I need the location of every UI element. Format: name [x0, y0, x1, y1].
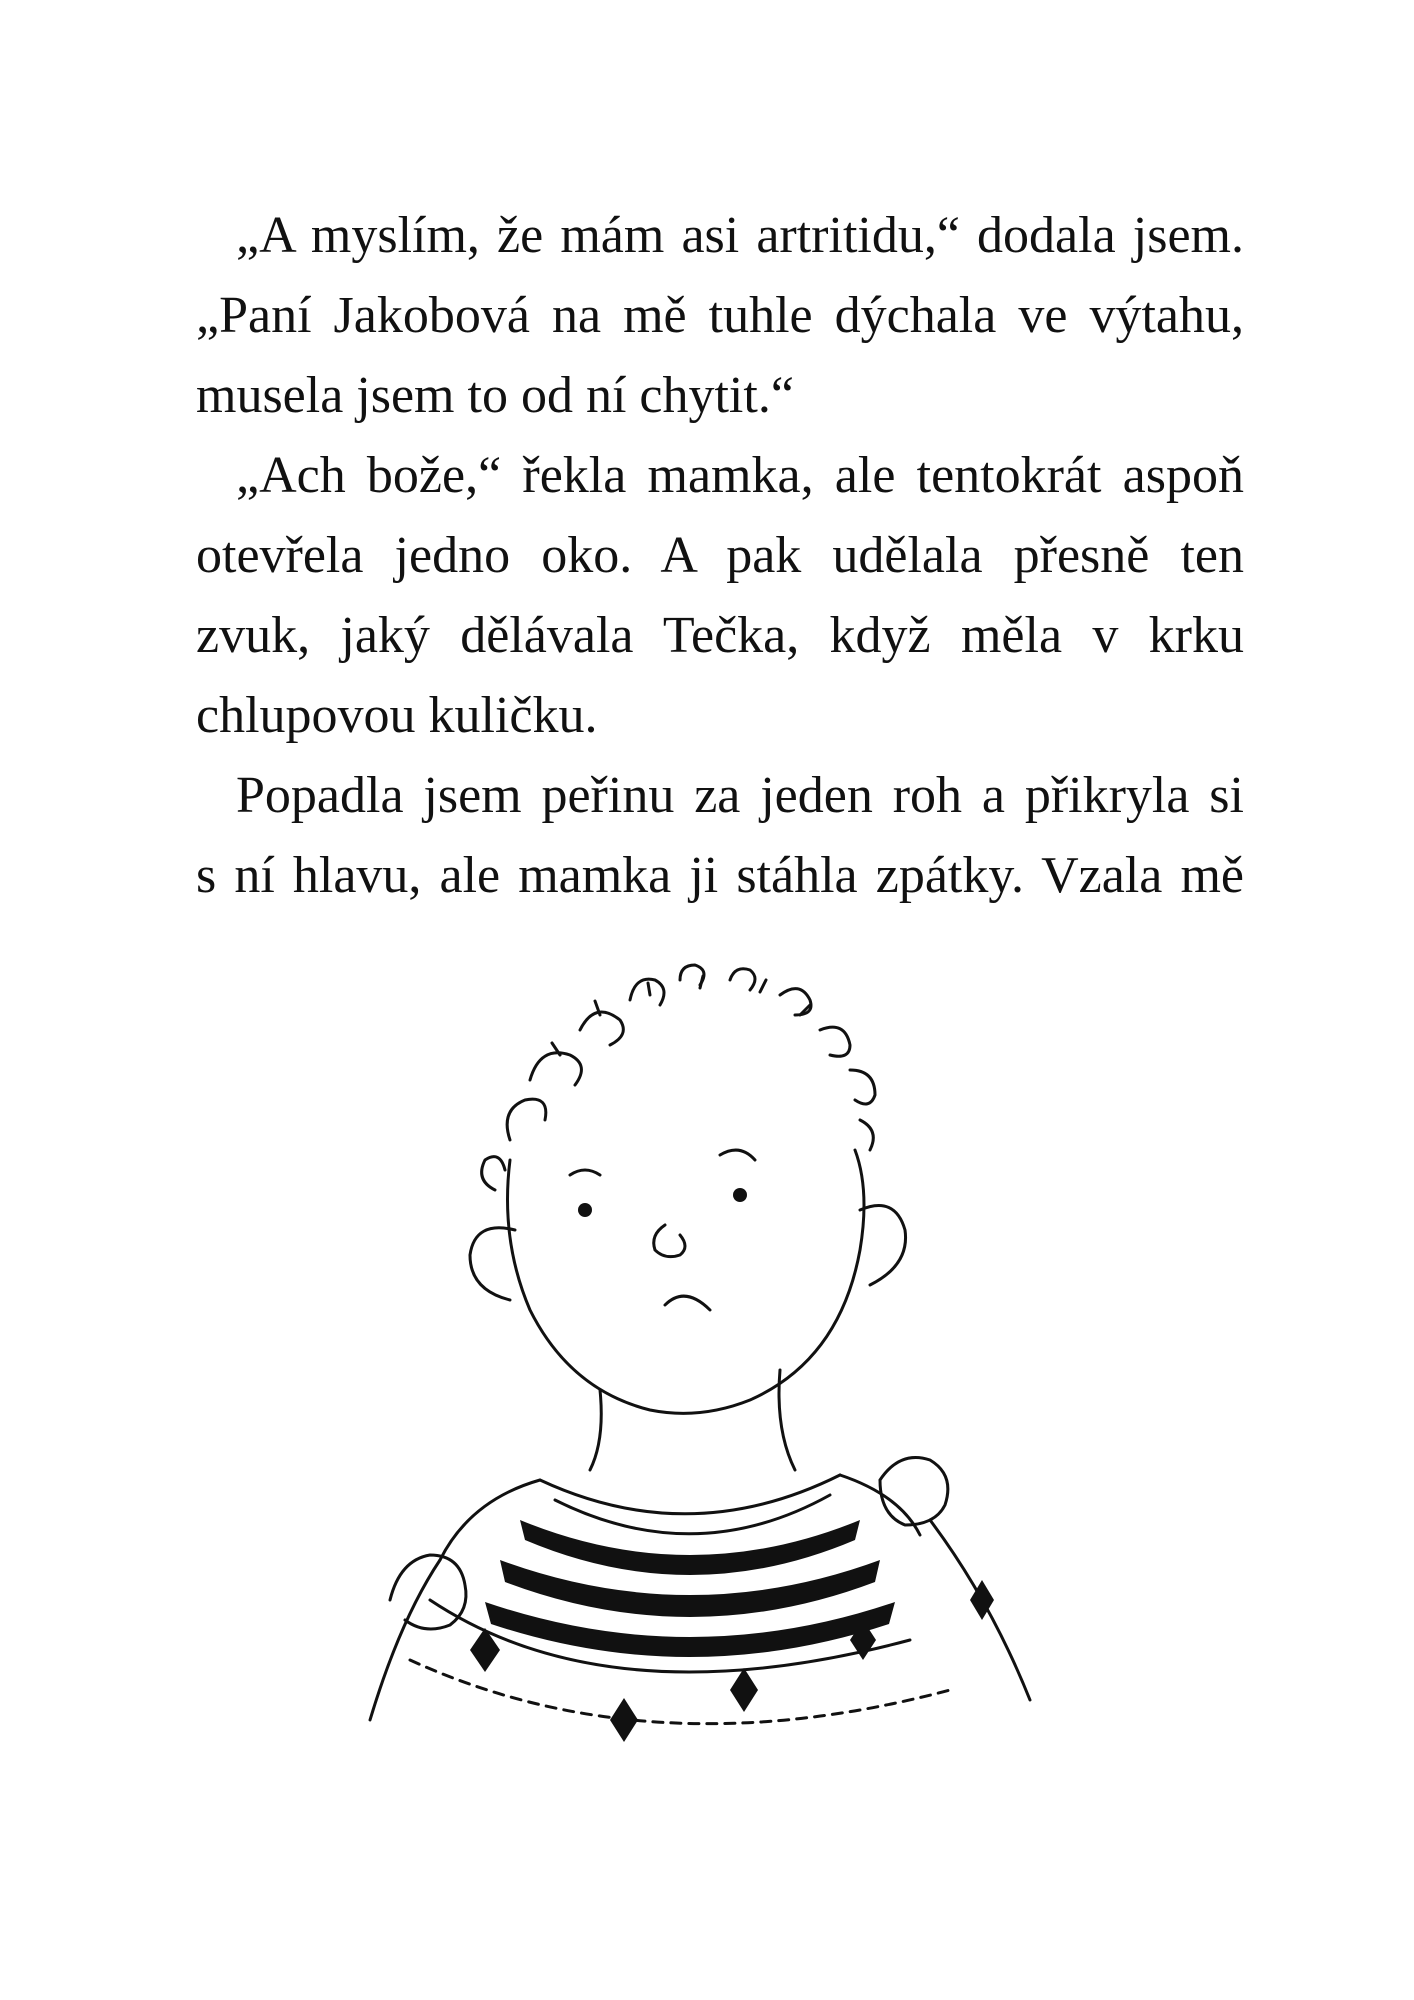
text-line-3: musela jsem to od ní chytit.“ [196, 367, 794, 424]
left-ear [470, 1228, 515, 1300]
collar [540, 1475, 840, 1514]
page-text [196, 196, 1244, 916]
left-hand [390, 1555, 466, 1629]
right-eye [733, 1188, 747, 1202]
text-line-9: s ní hlavu, ale mamka ji stáhla zpátky. Vzala mě [196, 847, 1244, 904]
text-line-1: „A myslím, že mám asi artritidu,“ dodala jsem. [236, 207, 1244, 264]
mouth [665, 1296, 710, 1310]
right-ear [860, 1206, 906, 1286]
text-line-6: zvuk, jaký dělávala Tečka, když měla v krku [196, 607, 1244, 664]
blanket-left-edge [370, 1560, 440, 1720]
hair [482, 965, 875, 1190]
text-line-7: chlupovou kuličku. [196, 687, 598, 744]
text-line-4: „Ach bože,“ řekla mamka, ale tentokrát aspoň [236, 447, 1244, 504]
illustration-svg [320, 960, 1100, 1760]
text-line-2: „Paní Jakobová na mě tuhle dýchala ve výtahu, [196, 287, 1244, 344]
face-outline [508, 1150, 865, 1413]
text-line-8: Popadla jsem peřinu za jeden roh a přikryla si [236, 767, 1244, 824]
nose [654, 1225, 685, 1257]
left-eye [578, 1203, 592, 1217]
sweater-stripes [485, 1520, 895, 1657]
boy-with-blanket-illustration [320, 960, 1100, 1760]
text-line-5: otevřela jedno oko. A pak udělala přesně ten [196, 527, 1244, 584]
right-hand [880, 1458, 948, 1526]
